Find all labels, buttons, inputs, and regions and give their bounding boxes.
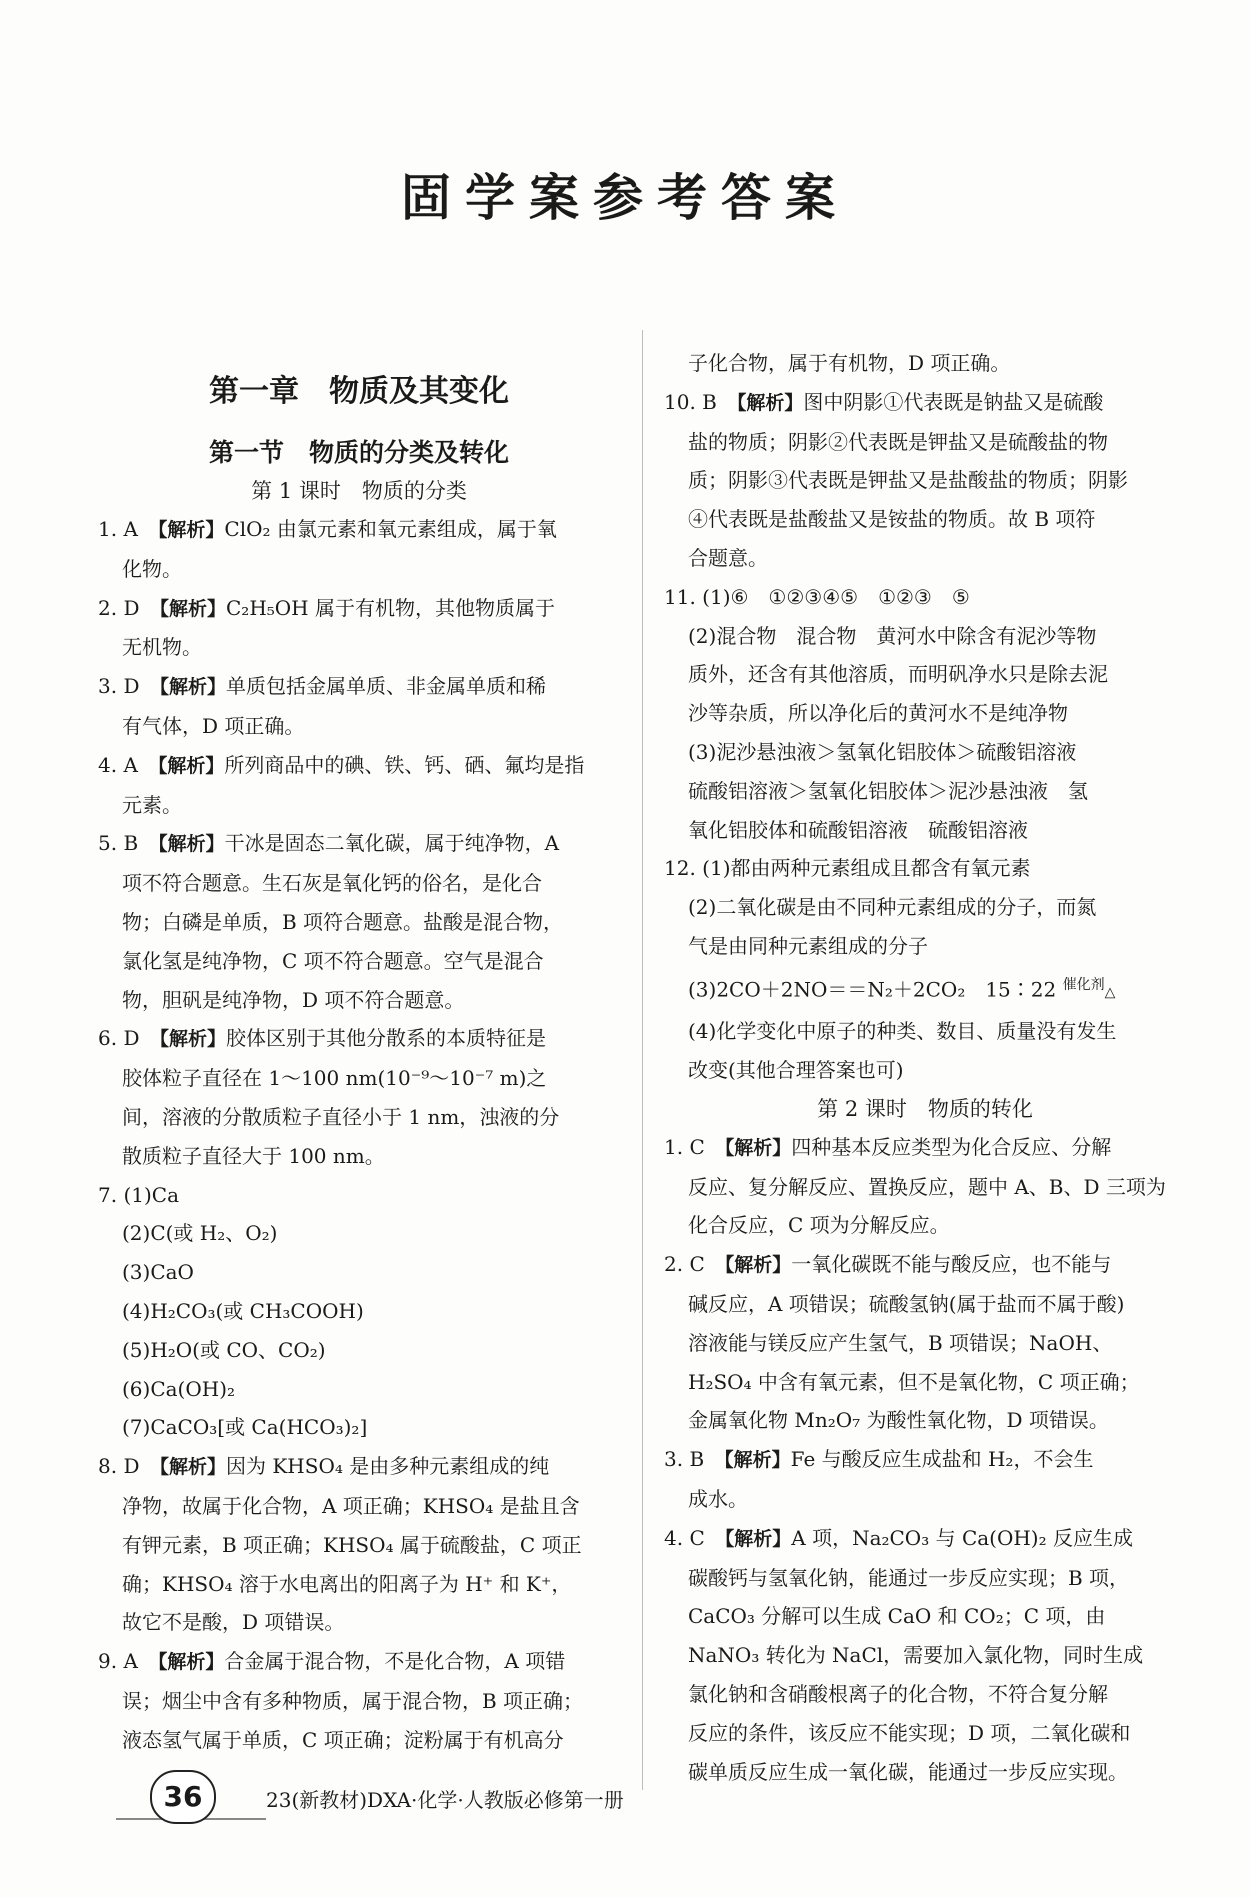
answer-9: 9. A 【解析】合金属于混合物，不是化合物，A 项错 误；烟尘中含有多种物质，属于混合物，B 项正确； 液态氢气属于单质，C 项正确；淀粉属于有机高分 — [98, 1649, 584, 1752]
answer-2: 2. D 【解析】C₂H₅OH 属于有机物，其他物质属于 无机物。 — [98, 595, 555, 660]
answer-b4: 4. C 【解析】A 项，Na₂CO₃ 与 Ca(OH)₂ 反应生成 碳酸钙与氢氧化钠，能通过一步反应实现；B 项， CaCO₃ 分解可以生成 CaO 和 CO₂；C 项，由 NaNO₃ 转化为 NaCl，需要加入氯化物，同时生成 氯化钠和含硝酸根离子的化合物，不符合复分解 反应的条件，该反应不能实现；D 项，二氧化碳和 碳单质反应生成一氧化碳，能通过一步反应实现。 — [664, 1525, 1144, 1784]
answer-4: 4. A 【解析】所列商品中的碘、铁、钙、硒、氟均是指 元素。 — [98, 752, 585, 817]
page-title: 固学案参考答案 — [401, 169, 849, 227]
answer-12: 12. (1)都由两种元素组成且都含有氧元素 (2)二氧化碳是由不同种元素组成的分子，而氮 气是由同种元素组成的分子 (3)2CO＋2NO＝＝N₂＋2CO₂ 15∶22 $^{催化剂}$△ (4)化学变化中原子的种类、数目、质量没有发生 改变(其他合理答案也可) — [664, 849, 1186, 1089]
equation-line: (3)2CO＋2NO＝＝N₂＋2CO₂ 15∶22 $^{催化剂}$△ — [688, 976, 1116, 1002]
page-number: 36 — [150, 1770, 216, 1824]
column-divider — [642, 330, 643, 1790]
answer-3: 3. D 【解析】单质包括金属单质、非金属单质和稀 有气体，D 项正确。 — [98, 674, 546, 738]
answer-5: 5. B 【解析】干冰是固态二氧化碳，属于纯净物，A 项不符合题意。生石灰是氧化钙的俗名，是化合 物；白磷是单质，B 项符合题意。盐酸是混合物， 氯化氢是纯净物，C 项不符合题意。空气是混合 物，胆矾是纯净物，D 项不符合题意。 — [98, 831, 564, 1012]
answer-b1: 1. C 【解析】四种基本反应类型为化合反应、分解 反应、复分解反应、置换反应，题中 A、B、D 三项为 化合反应，C 项为分解反应。 — [664, 1134, 1166, 1238]
answer-11: 11. (1)⑥ ①②③④⑤ ①②③ ⑤ (2)混合物 混合物 黄河水中除含有泥沙等物 质外，还含有其他溶质，而明矾净水只是除去泥 沙等杂质，所以净化后的黄河水不是纯净物 (3)泥沙悬浊液＞氢氧化铝胶体＞硫酸铝溶液 硫酸铝溶液＞氢氧化铝胶体＞泥沙悬浊液 氢 氧化铝胶体和硫酸铝溶液 硫酸铝溶液 — [664, 584, 1108, 842]
answer-6: 6. D 【解析】胶体区别于其他分散系的本质特征是 胶体粒子直径在 1～100 nm(10⁻⁹～10⁻⁷ m)之 间，溶液的分散质粒子直径小于 1 nm，浊液的分 散质粒子直径大于 100 nm。 — [98, 1026, 560, 1168]
right-column — [664, 344, 1186, 1791]
answer-b3: 3. B 【解析】Fe 与酸反应生成盐和 H₂，不会生 成水。 — [664, 1447, 1094, 1511]
heat-symbol: △ — [1104, 984, 1116, 1001]
left-column — [98, 344, 620, 1760]
chapter-title: 第一章 物质及其变化 — [209, 374, 509, 409]
lesson-title-1: 第 1 课时 物质的分类 — [251, 479, 467, 503]
page-footer — [116, 1770, 624, 1830]
lesson-title-2: 第 2 课时 物质的转化 — [817, 1096, 1033, 1121]
answer-7: 7. (1)Ca (2)C(或 H₂、O₂) (3)CaO (4)H₂CO₃(或 CH₃COOH) (5)H₂O(或 CO、CO₂) (6)Ca(OH)₂ (7)CaCO₃[或 Ca(HCO₃)₂] — [98, 1182, 368, 1440]
catalyst-label: 催化剂 — [1062, 976, 1105, 993]
answer-1: 1. A 【解析】ClO₂ 由氯元素和氧元素组成，属于氧 化物。 — [98, 517, 557, 581]
answer-10: 10. B 【解析】图中阴影①代表既是钠盐又是硫酸 盐的物质；阴影②代表既是钾盐又是硫酸盐的物 质；阴影③代表既是钾盐又是盐酸盐的物质；阴影 ④代表既是盐酸盐又是铵盐的物质。故 B 项符 合题意。 — [664, 389, 1128, 570]
section-title: 第一节 物质的分类及转化 — [208, 438, 509, 467]
answer-9-continued: 子化合物，属于有机物，D 项正确。 — [688, 351, 1011, 375]
answer-8: 8. D 【解析】因为 KHSO₄ 是由多种元素组成的纯 净物，故属于化合物，A 项正确；KHSO₄ 是盐且含 有钾元素，B 项正确；KHSO₄ 属于硫酸盐，C 项正 确；KHSO₄ 溶于水电离出的阳离子为 H⁺ 和 K⁺， 故它不是酸，D 项错误。 — [98, 1454, 582, 1635]
answer-b2: 2. C 【解析】一氧化碳既不能与酸反应，也不能与 碱反应，A 项错误；硫酸氢钠(属于盐而不属于酸) 溶液能与镁反应产生氢气，B 项错误；NaOH、 H₂SO₄ 中含有氧元素，但不是氧化物，C 项正确； 金属氧化物 Mn₂O₇ 为酸性氧化物，D 项错误。 — [664, 1252, 1140, 1433]
book-label: 23(新教材)DXA·化学·人教版必修第一册 — [266, 1788, 624, 1812]
